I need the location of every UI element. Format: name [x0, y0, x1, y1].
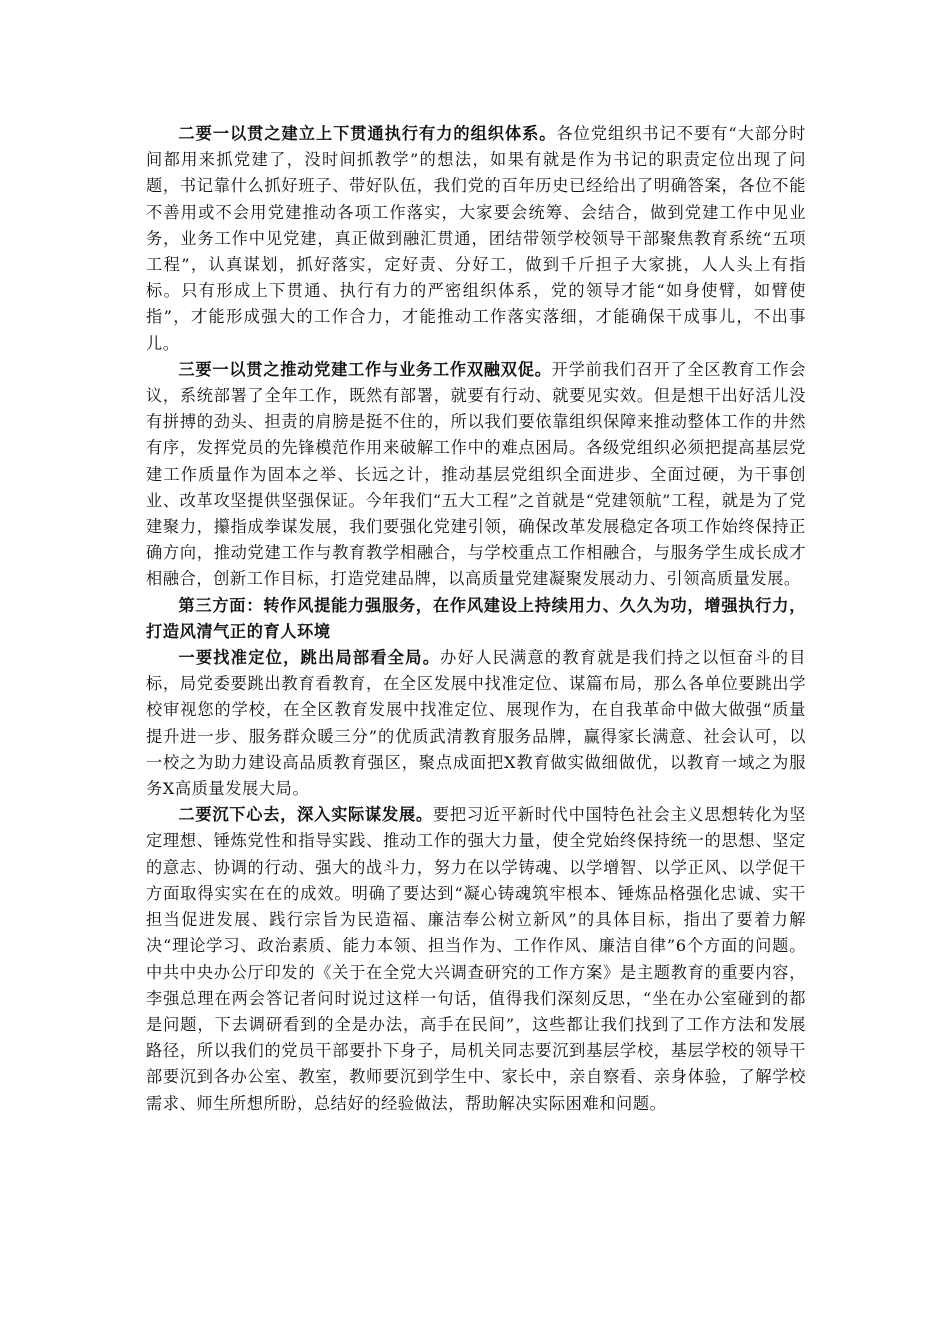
paragraph-text: 开学前我们召开了全区教育工作会议，系统部署了全年工作，既然有部署，就要有行动、就要见实效。但是想干出好活儿没有拼搏的劲头、担责的肩膀是挺不住的，所以我们要依靠组织保障来推动整体工作的井然有序，发挥党员的先锋模范作用来破解工作中的难点困局。各级党组织必须把提高基层党建工作质量作为固本之举、长远之计，推动基层党组织全面进步、全面过硬，为干事创业、改革攻坚提供坚强保证。今年我们“五大工程”之首就是“党建领航”工程，就是为了党建聚力，攥指成拳谋发展，我们要强化党建引领，确保改革发展稳定各项工作始终保持正确方向，推动党建工作与教育教学相融合，与学校重点工作相融合，与服务学生成长成才相融合，创新工作目标，打造党建品牌，以高质量党建凝聚发展动力、引领高质量发展。: [146, 359, 806, 589]
paragraph-text: 各位党组织书记不要有“大部分时间都用来抓党建了，没时间抓教学”的想法，如果有就是作为书记的职责定位出现了问题，书记靠什么抓好班子、带好队伍，我们党的百年历史已经给出了明确答案，各位不能不善用或不会用党建推动各项工作落实，大家要会统筹、会结合，做到党建工作中见业务，业务工作中见党建，真正做到融汇贯通，团结带领学校领导干部聚焦教育系统“五项工程”，认真谋划，抓好落实，定好责、分好工，做到千斤担子大家挑，人人头上有指标。只有形成上下贯通、执行有力的严密组织体系，党的领导才能“如身使臂，如臂使指”，才能形成强大的工作合力，才能推动工作落实落细，才能确保干成事儿，不出事儿。: [146, 124, 806, 353]
paragraph-lead: 二要沉下心去，深入实际谋发展。: [178, 805, 433, 825]
paragraph-lead: 一要找准定位，跳出局部看全局。: [178, 648, 441, 668]
paragraph-lead: 三要一以贯之推动党建工作与业务工作双融双促。: [178, 359, 552, 379]
document-body: [146, 121, 806, 1117]
paragraph-text: 要把习近平新时代中国特色社会主义思想转化为坚定理想、锤炼党性和指导实践、推动工作的强大力量，使全党始终保持统一的思想、坚定的意志、协调的行动、强大的战斗力，努力在以学铸魂、以学增智、以学正风、以学促干方面取得实实在在的成效。明确了要达到“凝心铸魂筑牢根本、锤炼品格强化忠诚、实干担当促进发展、践行宗旨为民造福、廉洁奉公树立新风”的具体目标，指出了要着力解决“理论学习、政治素质、能力本领、担当作为、工作作风、廉洁自律”6个方面的问题。中共中央办公厅印发的《关于在全党大兴调查研究的工作方案》是主题教育的重要内容，李强总理在两会答记者问时说过这样一句话，值得我们深刻反思，“坐在办公室碰到的都是问题，下去调研看到的全是办法，高手在民间”，这些都让我们找到了工作方法和发展路径，所以我们的党员干部要扑下身子，局机关同志要沉到基层学校，基层学校的领导干部要沉到各办公室、教室，教师要沉到学生中、家长中，亲自察看、亲身体验，了解学校需求、师生所想所盼，总结好的经验做法，帮助解决实际困难和问题。: [146, 805, 807, 1113]
paragraph-go-deep: [146, 802, 806, 1116]
paragraph-organization-system: [146, 121, 806, 357]
section-heading-third-aspect: 第三方面：转作风提能力强服务，在作风建设上持续用力、久久为功，增强执行力，打造风清气正的育人环境: [146, 595, 806, 641]
paragraph-lead: 二要一以贯之建立上下贯通执行有力的组织体系。: [178, 124, 557, 143]
paragraph-find-position: [146, 645, 806, 802]
paragraph-text: 办好人民满意的教育就是我们持之以恒奋斗的目标，局党委要跳出教育看教育，在全区发展中找准定位、谋篇布局，那么各单位要跳出学校审视您的学校，在全区教育发展中找准定位、展现作为，在自我革命中做大做强“质量提升进一步、服务群众暖三分”的优质武清教育服务品牌，赢得家长满意、社会认可，以一校之为助力建设高品质教育强区，聚点成面把X教育做实做细做优，以教育一域之为服务X高质量发展大局。: [146, 648, 806, 799]
paragraph-party-building-integration: [146, 357, 806, 593]
